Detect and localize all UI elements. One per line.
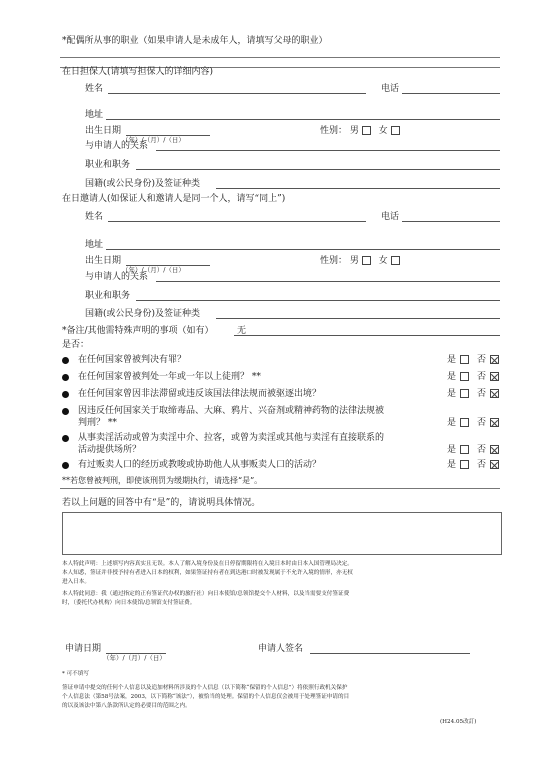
- inviter-date-hint: （年）/（月）/（日）: [122, 266, 185, 274]
- guarantor-phone-label: 电话: [381, 84, 400, 94]
- inviter-name-field[interactable]: [108, 221, 366, 222]
- no-label: 否: [477, 372, 487, 382]
- guarantor-date-hint: （年）/（月）/（日）: [122, 136, 185, 144]
- question-text: 活动提供场所？: [78, 445, 142, 455]
- declaration-line: 时，（委托代办机构）向日本使馆/总领馆支付签证费。: [62, 600, 196, 606]
- question-text: 在任何国家曾因非法滞留或违反该国法律法规而被驱逐出境？: [78, 389, 322, 399]
- inviter-birth-label: 出生日期: [85, 256, 122, 266]
- no-label: 否: [477, 418, 487, 428]
- guarantor-address-label: 地址: [85, 110, 104, 120]
- guarantor-phone-field[interactable]: [402, 93, 500, 94]
- guarantor-gender: [320, 126, 400, 137]
- declaration-line: 进入日本。: [62, 579, 90, 585]
- guarantor-male-checkbox[interactable]: [362, 126, 371, 135]
- yes-checkbox[interactable]: [460, 372, 469, 381]
- application-date-label: 申请日期: [65, 644, 102, 654]
- inviter-nationality-field[interactable]: [216, 318, 500, 319]
- remarks-value: 无: [237, 326, 247, 336]
- yes-label: 是: [447, 389, 457, 399]
- question-bullet-icon: [62, 357, 69, 364]
- spouse-occupation-label: *配偶所从事的职业（如果申请人是未成年人，请填写父母的职业）: [62, 36, 328, 46]
- question-text: 在任何国家曾被判决有罪？: [78, 355, 187, 365]
- no-checkbox[interactable]: [490, 445, 499, 454]
- question-text: 因违反任何国家关于取缔毒品、大麻、鸦片、兴奋剂或精神药物的法律法规被: [78, 406, 385, 416]
- section-divider: [60, 488, 500, 489]
- gender-label: 性别：: [320, 256, 348, 266]
- no-checkbox[interactable]: [490, 418, 499, 427]
- no-checkbox[interactable]: [490, 389, 499, 398]
- guarantor-birth-label: 出生日期: [85, 126, 122, 136]
- remarks-field[interactable]: [234, 335, 500, 336]
- question-text: 在任何国家曾被判处一年或一年以上徒刑？ **: [78, 372, 261, 382]
- no-checkbox[interactable]: [490, 355, 499, 364]
- yes-checkbox[interactable]: [460, 418, 469, 427]
- signature-label: 申请人签名: [258, 644, 304, 654]
- question-bullet-icon: [62, 408, 69, 415]
- answer-group: [447, 389, 499, 400]
- question-text: 有过贩卖人口的经历或教唆或协助他人从事贩卖人口的活动？: [78, 460, 322, 470]
- guarantor-female-checkbox[interactable]: [391, 126, 400, 135]
- guarantor-relation-field[interactable]: [156, 150, 500, 151]
- question-text: 从事卖淫活动或曾为卖淫中介、拉客，或曾为卖淫或其他与卖淫有直接联系的: [78, 433, 385, 443]
- privacy-line: 的以及该法中第八条款所认定的必要目的范围之内。: [62, 703, 191, 709]
- yes-label: 是: [447, 355, 457, 365]
- inviter-address-field[interactable]: [106, 249, 500, 250]
- guarantor-job-label: 职业和职务: [85, 160, 131, 170]
- guarantor-name-field[interactable]: [108, 93, 366, 94]
- guarantor-nationality-label: 国籍(或公民身份)及签证种类: [85, 179, 201, 189]
- answer-group: [447, 418, 499, 429]
- spouse-occupation-line[interactable]: [60, 57, 500, 58]
- female-label: 女: [378, 256, 388, 266]
- answer-group: [447, 445, 499, 456]
- guarantor-heading: 在日担保人(请填写担保人的详细内容): [62, 67, 214, 77]
- questions-note: **若您曾被判刑，即使该刑罚为缓期执行，请选择“是”。: [62, 476, 263, 485]
- guarantor-address-field[interactable]: [106, 119, 500, 120]
- declaration-line: 本人知悉，签证并非授予持有者进入日本的权利，如果签证持有者在到达港口时被发现属于不允许入境的情形，亦无权: [62, 570, 353, 576]
- yes-label: 是: [447, 418, 457, 428]
- optional-note: * 可不填写: [62, 671, 89, 677]
- inviter-address-label: 地址: [85, 240, 104, 250]
- inviter-nationality-label: 国籍(或公民身份)及签证种类: [85, 309, 201, 319]
- declaration-line: 本人特此同意：我（通过指定的正有签证代办权的旅行社）向日本使馆/总领馆提交个人材料，以及当需要支付签证费: [62, 591, 350, 597]
- question-bullet-icon: [62, 374, 69, 381]
- inviter-job-field[interactable]: [136, 300, 500, 301]
- revision-mark: (H24.05改訂): [440, 719, 477, 725]
- inviter-relation-field[interactable]: [156, 281, 500, 282]
- no-label: 否: [477, 355, 487, 365]
- yes-checkbox[interactable]: [460, 445, 469, 454]
- inviter-male-checkbox[interactable]: [362, 256, 371, 265]
- question-bullet-icon: [62, 391, 69, 398]
- privacy-line: 个人信息法（第58号法案，2003，以下简称“该法”），被恰当的处理。保留的个人信息仅会被用于处理签证申请的目: [62, 694, 350, 700]
- questions-intro: 是否：: [62, 340, 90, 350]
- male-label: 男: [349, 256, 359, 266]
- answer-group: [447, 372, 499, 383]
- guarantor-nationality-field[interactable]: [216, 188, 500, 189]
- signature-field[interactable]: [310, 653, 470, 654]
- declaration-line: 本人特此声明：上述填写内容真实且无误。本人了解入境身份及在日停留期限将在入境日本时由日本入国管理局决定。: [62, 561, 353, 567]
- question-bullet-icon: [62, 462, 69, 469]
- remarks-label: *备注/其他需特殊声明的事项（如有）: [62, 326, 214, 336]
- female-label: 女: [378, 126, 388, 136]
- inviter-phone-field[interactable]: [402, 221, 500, 222]
- guarantor-name-label: 姓名: [85, 84, 104, 94]
- no-label: 否: [477, 460, 487, 470]
- yes-checkbox[interactable]: [460, 389, 469, 398]
- inviter-female-checkbox[interactable]: [391, 256, 400, 265]
- no-label: 否: [477, 445, 487, 455]
- no-label: 否: [477, 389, 487, 399]
- inviter-name-label: 姓名: [85, 212, 104, 222]
- inviter-job-label: 职业和职务: [85, 291, 131, 301]
- questions-explain: 若以上问题的回答中有“是”的，请说明具体情况。: [62, 498, 261, 508]
- answer-group: [447, 355, 499, 366]
- guarantor-relation-label: 与申请人的关系: [85, 141, 149, 151]
- yes-label: 是: [447, 460, 457, 470]
- question-text: 判刑？ **: [78, 418, 117, 428]
- answer-group: [447, 460, 499, 471]
- no-checkbox[interactable]: [490, 372, 499, 381]
- guarantor-job-field[interactable]: [136, 169, 500, 170]
- question-bullet-icon: [62, 435, 69, 442]
- inviter-phone-label: 电话: [381, 212, 400, 222]
- no-checkbox[interactable]: [490, 460, 499, 469]
- privacy-line: 签证申请中提交的任何个人信息以及追加材料所涉及的个人信息（以下简称“保留的个人信息”）将依照行政机关保护: [62, 685, 348, 691]
- yes-checkbox[interactable]: [460, 460, 469, 469]
- yes-checkbox[interactable]: [460, 355, 469, 364]
- inviter-gender: [320, 256, 400, 267]
- gender-label: 性别：: [320, 126, 348, 136]
- explanation-textarea[interactable]: [62, 512, 502, 555]
- inviter-relation-label: 与申请人的关系: [85, 272, 149, 282]
- inviter-heading: 在日邀请人(如保证人和邀请人是同一个人，请写“同上”): [62, 194, 286, 204]
- yes-label: 是: [447, 445, 457, 455]
- application-date-hint: （年）/（月）/（日）: [103, 654, 166, 662]
- yes-label: 是: [447, 372, 457, 382]
- male-label: 男: [349, 126, 359, 136]
